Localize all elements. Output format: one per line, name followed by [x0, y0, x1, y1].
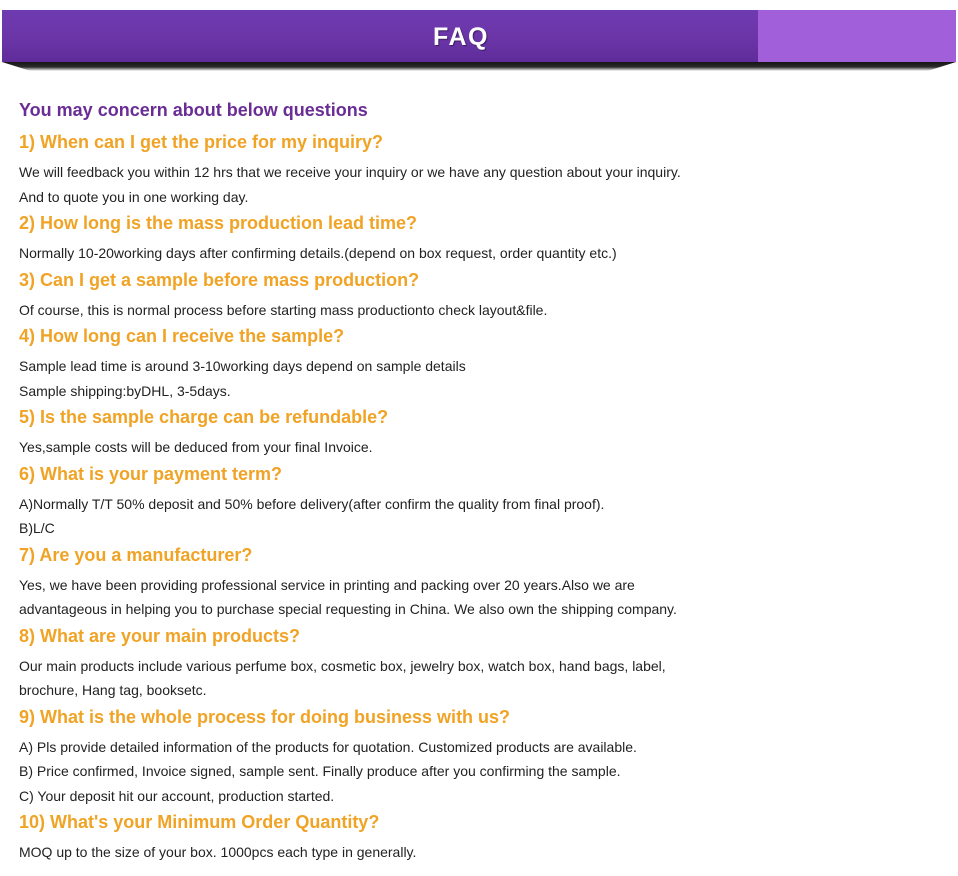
faq-answer-line: advantageous in helping you to purchase special requesting in China. We also own the shipping company. [19, 601, 677, 617]
faq-content [19, 98, 939, 867]
faq-question: 2) How long is the mass production lead time? [19, 213, 418, 233]
faq-item-5 [19, 405, 939, 460]
faq-answer-line: B)L/C [19, 520, 55, 536]
faq-title: FAQ [433, 23, 489, 51]
faq-answer-line: Our main products include various perfume box, cosmetic box, jewelry box, watch box, hand bags, label, [19, 657, 666, 674]
faq-question: 3) Can I get a sample before mass production? [19, 269, 420, 290]
faq-answer-line: And to quote you in one working day. [19, 188, 249, 205]
faq-answer-line: Normally 10-20working days after confirming details.(depend on box request, order quantity etc.) [19, 245, 617, 261]
faq-item-1 [19, 130, 939, 209]
faq-question: 8) What are your main products? [19, 625, 301, 646]
faq-answer-line: Of course, this is normal process before starting mass productionto check layout&file. [19, 301, 548, 318]
faq-item-2 [19, 211, 939, 266]
faq-answer-line: A)Normally T/T 50% deposit and 50% before delivery(after confirm the quality from final proof). [19, 495, 605, 512]
faq-item-10 [19, 810, 939, 865]
faq-answer-line: Sample shipping:byDHL, 3-5days. [19, 382, 231, 399]
faq-question: 9) What is the whole process for doing business with us? [19, 706, 511, 727]
faq-answer-line: Yes, we have been providing professional service in printing and packing over 20 years.Also we are [19, 576, 635, 593]
faq-item-9 [19, 705, 939, 809]
faq-item-6 [19, 462, 939, 541]
faq-answer-line: MOQ up to the size of your box. 1000pcs each type in generally. [19, 844, 417, 860]
faq-intro: You may concern about below questions [19, 100, 368, 120]
faq-answer-line: brochure, Hang tag, booksetc. [19, 682, 207, 698]
faq-question: 1) When can I get the price for my inquiry? [19, 132, 384, 152]
faq-question: 7) Are you a manufacturer? [19, 544, 253, 565]
faq-question: 6) What is your payment term? [19, 463, 283, 484]
faq-question: 10) What's your Minimum Order Quantity? [19, 812, 380, 832]
faq-answer-line: We will feedback you within 12 hrs that we receive your inquiry or we have any question about your inquiry. [19, 164, 681, 180]
faq-banner-shadow [2, 62, 956, 71]
faq-question: 4) How long can I receive the sample? [19, 326, 345, 346]
faq-answer-line: A) Pls provide detailed information of the products for quotation. Customized products are available. [19, 738, 637, 755]
faq-answer-line: B) Price confirmed, Invoice signed, sample sent. Finally produce after you confirming the sample. [19, 763, 621, 779]
faq-item-7 [19, 543, 939, 622]
faq-answer-line: Yes,sample costs will be deduced from your final Invoice. [19, 439, 373, 455]
faq-item-4 [19, 324, 939, 403]
faq-item-8 [19, 624, 939, 703]
faq-item-3 [19, 268, 939, 323]
faq-question: 5) Is the sample charge can be refundable? [19, 407, 389, 427]
faq-answer-line: C) Your deposit hit our account, production started. [19, 787, 335, 804]
faq-answer-line: Sample lead time is around 3-10working days depend on sample details [19, 358, 466, 374]
